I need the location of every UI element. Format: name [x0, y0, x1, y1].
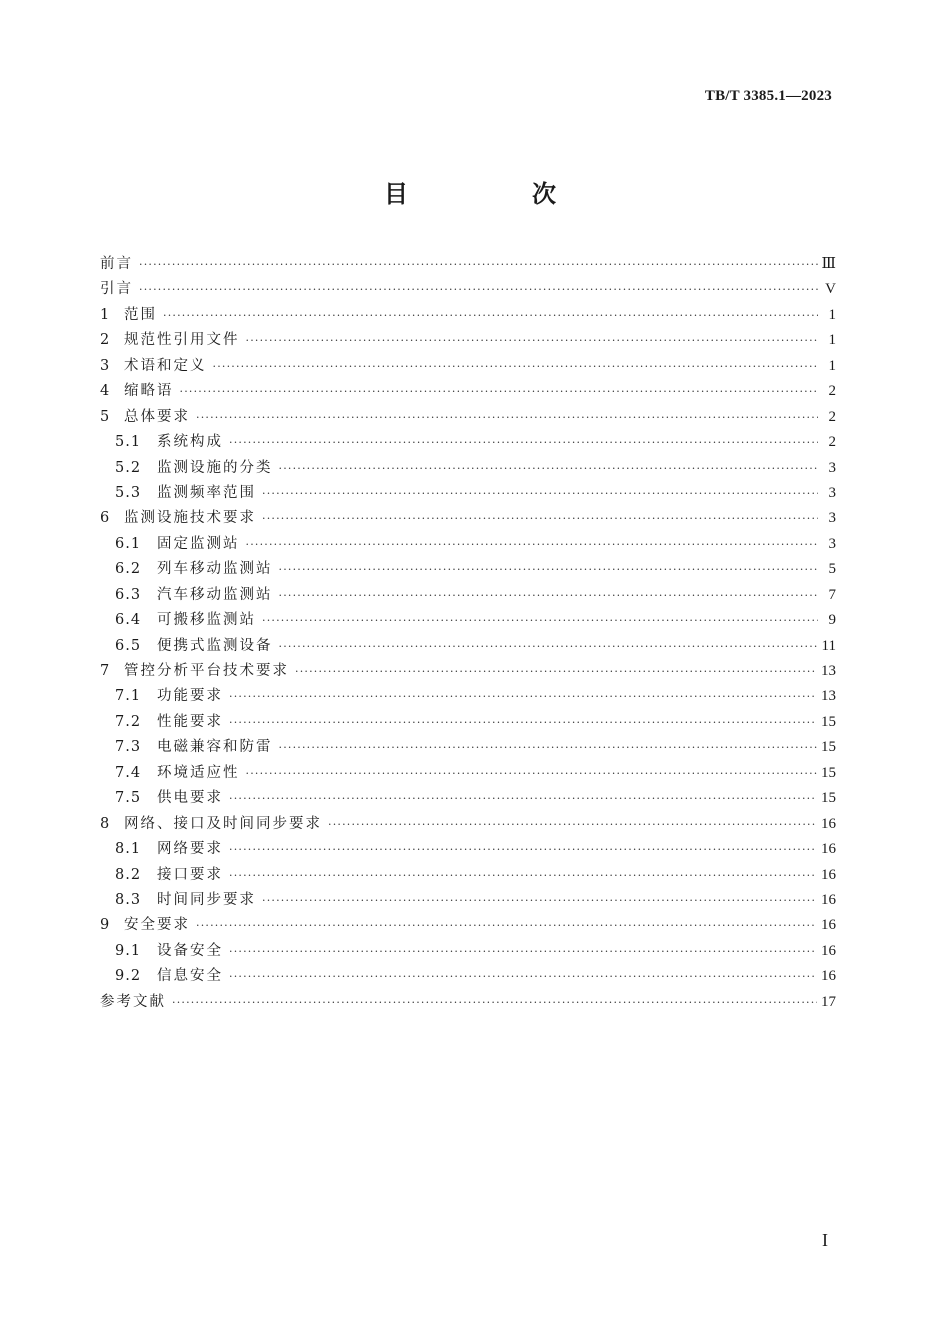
- toc-entry-title: 电磁兼容和防雷: [157, 739, 273, 756]
- toc-entry-title: 时间同步要求: [157, 891, 256, 908]
- dot-leader: [229, 786, 817, 811]
- toc-entry-number: 7.2: [115, 713, 142, 730]
- toc-entry-number: 8.2: [115, 866, 142, 883]
- toc-entry-page: 7: [828, 586, 836, 603]
- toc-entry-page: 16: [821, 917, 836, 934]
- toc-entry-number: 7: [100, 663, 110, 679]
- toc-entry-title: 可搬移监测站: [157, 612, 256, 629]
- toc-entry-page: 1: [828, 306, 836, 323]
- toc-entry[interactable]: [100, 939, 836, 964]
- toc-entry-page: 3: [828, 535, 836, 552]
- dot-leader: [229, 710, 817, 735]
- toc-entry-page: 15: [821, 790, 836, 807]
- toc-entry-page: 5: [828, 561, 836, 578]
- dot-leader: [139, 277, 818, 302]
- toc-entry-number: 9: [100, 917, 110, 934]
- toc-entry-page: 11: [821, 637, 836, 654]
- toc-entry-page: 16: [821, 815, 836, 832]
- toc-entry-number: 8.1: [115, 841, 142, 858]
- toc-entry-title: 参考文献: [100, 993, 166, 1010]
- toc-entry-title: 固定监测站: [157, 535, 240, 552]
- toc-entry-number: 6.4: [115, 612, 142, 629]
- toc-entry-page: 2: [828, 434, 836, 451]
- toc-entry[interactable]: [100, 735, 836, 760]
- toc-entry-number: 9.2: [115, 968, 142, 985]
- toc-entry[interactable]: [100, 303, 836, 328]
- dot-leader: [262, 608, 818, 633]
- dot-leader: [229, 939, 817, 964]
- toc-entry[interactable]: [100, 634, 836, 659]
- dot-leader: [279, 583, 819, 608]
- dot-leader: [262, 506, 818, 531]
- dot-leader: [229, 684, 817, 709]
- toc-entry[interactable]: [100, 583, 836, 608]
- toc-entry[interactable]: [100, 506, 836, 531]
- toc-entry[interactable]: [100, 888, 836, 913]
- toc-entry-number: 7.3: [115, 739, 142, 756]
- toc-entry[interactable]: [100, 277, 836, 302]
- table-of-contents: [100, 252, 836, 1015]
- toc-entry[interactable]: [100, 684, 836, 709]
- toc-entry-page: Ⅲ: [821, 256, 836, 272]
- dot-leader: [213, 354, 819, 379]
- toc-entry-page: V: [825, 281, 836, 298]
- toc-entry[interactable]: [100, 812, 836, 837]
- toc-entry-title: 接口要求: [157, 866, 223, 883]
- toc-entry-title: 前言: [100, 256, 133, 272]
- toc-entry-page: 13: [821, 688, 836, 705]
- toc-entry-page: 15: [821, 764, 836, 781]
- toc-entry[interactable]: [100, 964, 836, 989]
- toc-entry[interactable]: [100, 786, 836, 811]
- toc-entry[interactable]: [100, 608, 836, 633]
- toc-entry-page: 16: [821, 968, 836, 985]
- toc-entry-page: 1: [828, 357, 836, 374]
- toc-entry[interactable]: [100, 659, 836, 684]
- dot-leader: [229, 837, 817, 862]
- toc-entry-title: 网络、接口及时间同步要求: [124, 815, 322, 832]
- toc-entry-page: 13: [821, 663, 836, 679]
- toc-entry[interactable]: [100, 405, 836, 430]
- toc-entry-number: 5: [100, 408, 110, 425]
- toc-entry[interactable]: [100, 379, 836, 404]
- dot-leader: [229, 964, 817, 989]
- dot-leader: [279, 634, 818, 659]
- toc-entry-title: 列车移动监测站: [157, 561, 273, 578]
- dot-leader: [262, 888, 817, 913]
- toc-entry-title: 管控分析平台技术要求: [124, 663, 289, 679]
- toc-entry-title: 设备安全: [157, 942, 223, 959]
- toc-entry-title: 汽车移动监测站: [157, 586, 273, 603]
- dot-leader: [196, 913, 817, 938]
- toc-entry-page: 15: [821, 739, 836, 756]
- toc-entry-title: 信息安全: [157, 968, 223, 985]
- dot-leader: [196, 405, 818, 430]
- toc-entry-page: 1: [828, 332, 836, 349]
- toc-entry-title: 范围: [124, 306, 157, 323]
- toc-entry-title: 监测频率范围: [157, 484, 256, 501]
- standard-code: TB/T 3385.1—2023: [704, 88, 832, 104]
- dot-leader: [163, 303, 818, 328]
- toc-entry-number: 7.1: [115, 688, 142, 705]
- toc-entry-title: 功能要求: [157, 688, 223, 705]
- toc-entry-number: 8.3: [115, 891, 142, 908]
- dot-leader: [180, 379, 819, 404]
- toc-entry-page: 16: [821, 866, 836, 883]
- toc-entry-number: 5.3: [115, 484, 142, 501]
- toc-entry-title: 术语和定义: [124, 357, 207, 374]
- toc-entry-number: 3: [100, 357, 110, 374]
- dot-leader: [246, 761, 818, 786]
- dot-leader: [139, 252, 818, 277]
- toc-entry-page: 16: [821, 891, 836, 908]
- toc-entry[interactable]: [100, 761, 836, 786]
- toc-entry[interactable]: [100, 430, 836, 455]
- toc-entry-number: 6.2: [115, 561, 142, 578]
- toc-entry[interactable]: [100, 837, 836, 862]
- toc-entry[interactable]: [100, 557, 836, 582]
- toc-entry-number: 4: [100, 383, 110, 400]
- toc-entry-title: 供电要求: [157, 790, 223, 807]
- dot-leader: [246, 532, 819, 557]
- toc-entry-page: 16: [821, 942, 836, 959]
- toc-entry[interactable]: [100, 532, 836, 557]
- toc-entry-page: 9: [828, 612, 836, 629]
- dot-leader: [246, 328, 819, 353]
- toc-entry-title: 监测设施技术要求: [124, 510, 256, 527]
- toc-entry-title: 系统构成: [157, 434, 223, 451]
- toc-entry-number: 9.1: [115, 942, 142, 959]
- toc-entry-number: 6.3: [115, 586, 142, 603]
- toc-entry-number: 6.5: [115, 637, 142, 654]
- toc-entry-title: 监测设施的分类: [157, 459, 273, 476]
- dot-leader: [229, 430, 818, 455]
- toc-entry-page: 17: [821, 993, 836, 1010]
- toc-entry-number: 7.4: [115, 764, 142, 781]
- toc-entry-page: 2: [828, 408, 836, 425]
- toc-entry-number: 8: [100, 815, 110, 832]
- dot-leader: [229, 863, 817, 888]
- toc-entry[interactable]: [100, 863, 836, 888]
- toc-entry-number: 6: [100, 510, 110, 527]
- page-number: I: [822, 1230, 828, 1250]
- toc-entry-page: 16: [821, 841, 836, 858]
- toc-entry-title: 引言: [100, 281, 133, 298]
- toc-entry[interactable]: [100, 913, 836, 938]
- toc-entry-page: 15: [821, 713, 836, 730]
- dot-leader: [279, 456, 819, 481]
- toc-entry-title: 安全要求: [124, 917, 190, 934]
- toc-entry-number: 1: [100, 306, 110, 323]
- toc-entry-title: 缩略语: [124, 383, 174, 400]
- toc-entry-page: 2: [828, 383, 836, 400]
- toc-entry[interactable]: [100, 252, 836, 277]
- toc-entry-number: 6.1: [115, 535, 142, 552]
- toc-entry-page: 3: [828, 510, 836, 527]
- toc-entry[interactable]: [100, 710, 836, 735]
- dot-leader: [328, 812, 817, 837]
- toc-entry-number: 5.1: [115, 434, 142, 451]
- toc-entry-title: 便携式监测设备: [157, 637, 273, 654]
- toc-entry-number: 5.2: [115, 459, 142, 476]
- dot-leader: [295, 659, 817, 684]
- toc-entry-title: 总体要求: [124, 408, 190, 425]
- toc-entry-title: 规范性引用文件: [124, 332, 240, 349]
- dot-leader: [279, 557, 819, 582]
- toc-entry-title: 环境适应性: [157, 764, 240, 781]
- toc-entry[interactable]: [100, 354, 836, 379]
- toc-entry[interactable]: [100, 990, 836, 1015]
- toc-entry-title: 性能要求: [157, 713, 223, 730]
- dot-leader: [172, 990, 817, 1015]
- page-title: 目 次: [384, 180, 606, 208]
- toc-entry-number: 2: [100, 332, 110, 349]
- toc-entry-title: 网络要求: [157, 841, 223, 858]
- toc-entry[interactable]: [100, 328, 836, 353]
- dot-leader: [279, 735, 818, 760]
- toc-entry[interactable]: [100, 456, 836, 481]
- toc-entry-page: 3: [828, 459, 836, 476]
- toc-entry[interactable]: [100, 481, 836, 506]
- toc-entry-page: 3: [828, 484, 836, 501]
- toc-entry-number: 7.5: [115, 790, 142, 807]
- dot-leader: [262, 481, 818, 506]
